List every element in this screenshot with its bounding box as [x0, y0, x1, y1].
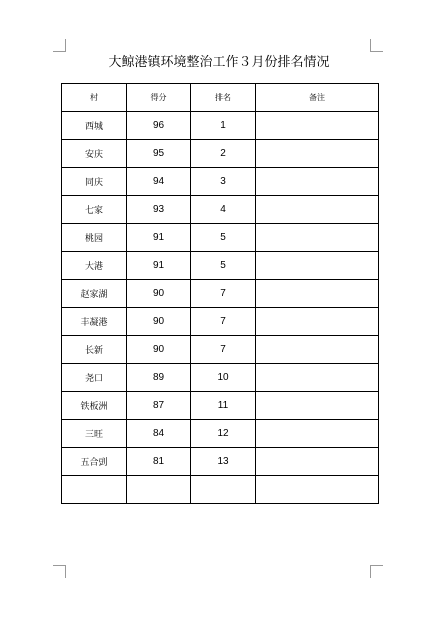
cell-rank — [191, 476, 256, 504]
cell-note — [256, 308, 379, 336]
cell-village: 同庆 — [62, 168, 127, 196]
cell-village: 西城 — [62, 112, 127, 140]
cell-note — [256, 476, 379, 504]
cell-rank: 7 — [191, 336, 256, 364]
cell-village: 丰凝港 — [62, 308, 127, 336]
cell-score: 93 — [127, 196, 191, 224]
cell-rank: 7 — [191, 280, 256, 308]
table-row — [62, 336, 379, 364]
cell-score: 84 — [127, 420, 191, 448]
table-row — [62, 112, 379, 140]
cell-score: 89 — [127, 364, 191, 392]
cell-score: 96 — [127, 112, 191, 140]
cell-score: 91 — [127, 224, 191, 252]
cell-note — [256, 112, 379, 140]
cell-note — [256, 252, 379, 280]
cell-village: 赵家湖 — [62, 280, 127, 308]
cell-village: 七家 — [62, 196, 127, 224]
table-row-empty — [62, 476, 379, 504]
cell-note — [256, 168, 379, 196]
cell-rank: 13 — [191, 448, 256, 476]
cell-score: 90 — [127, 336, 191, 364]
table-row — [62, 280, 379, 308]
table-row — [62, 448, 379, 476]
cell-note — [256, 364, 379, 392]
cell-village: 五合剅 — [62, 448, 127, 476]
header-village: 村 — [62, 84, 127, 112]
cell-score: 87 — [127, 392, 191, 420]
cell-rank: 12 — [191, 420, 256, 448]
cell-note — [256, 336, 379, 364]
cell-score: 91 — [127, 252, 191, 280]
cell-rank: 4 — [191, 196, 256, 224]
cell-note — [256, 140, 379, 168]
cell-rank: 10 — [191, 364, 256, 392]
cell-score: 94 — [127, 168, 191, 196]
cell-note — [256, 224, 379, 252]
cell-rank: 3 — [191, 168, 256, 196]
cell-rank: 2 — [191, 140, 256, 168]
cell-score: 81 — [127, 448, 191, 476]
cell-village: 尧口 — [62, 364, 127, 392]
cell-rank: 11 — [191, 392, 256, 420]
cell-village: 三旺 — [62, 420, 127, 448]
table-row — [62, 364, 379, 392]
cell-note — [256, 420, 379, 448]
cell-rank: 5 — [191, 224, 256, 252]
margin-mark-top-right — [370, 39, 383, 52]
table-row — [62, 308, 379, 336]
cell-note — [256, 196, 379, 224]
cell-village: 大港 — [62, 252, 127, 280]
cell-note — [256, 392, 379, 420]
header-note: 备注 — [256, 84, 379, 112]
cell-rank: 1 — [191, 112, 256, 140]
cell-village: 桃园 — [62, 224, 127, 252]
cell-score: 95 — [127, 140, 191, 168]
margin-mark-bottom-right — [370, 565, 383, 578]
cell-note — [256, 448, 379, 476]
cell-score: 90 — [127, 280, 191, 308]
table-row — [62, 196, 379, 224]
table-row — [62, 252, 379, 280]
table-row — [62, 140, 379, 168]
cell-village: 长新 — [62, 336, 127, 364]
cell-village — [62, 476, 127, 504]
header-score: 得分 — [127, 84, 191, 112]
cell-village: 安庆 — [62, 140, 127, 168]
header-rank: 排名 — [191, 84, 256, 112]
document-title: 大鲸港镇环境整治工作３月份排名情况 — [108, 55, 330, 70]
cell-score — [127, 476, 191, 504]
ranking-table — [61, 83, 379, 504]
cell-rank: 5 — [191, 252, 256, 280]
table-header-row — [62, 84, 379, 112]
table-row — [62, 168, 379, 196]
cell-note — [256, 280, 379, 308]
margin-mark-bottom-left — [53, 565, 66, 578]
cell-score: 90 — [127, 308, 191, 336]
table-row — [62, 224, 379, 252]
cell-village: 铁板洲 — [62, 392, 127, 420]
cell-rank: 7 — [191, 308, 256, 336]
table-row — [62, 392, 379, 420]
margin-mark-top-left — [53, 39, 66, 52]
table-row — [62, 420, 379, 448]
